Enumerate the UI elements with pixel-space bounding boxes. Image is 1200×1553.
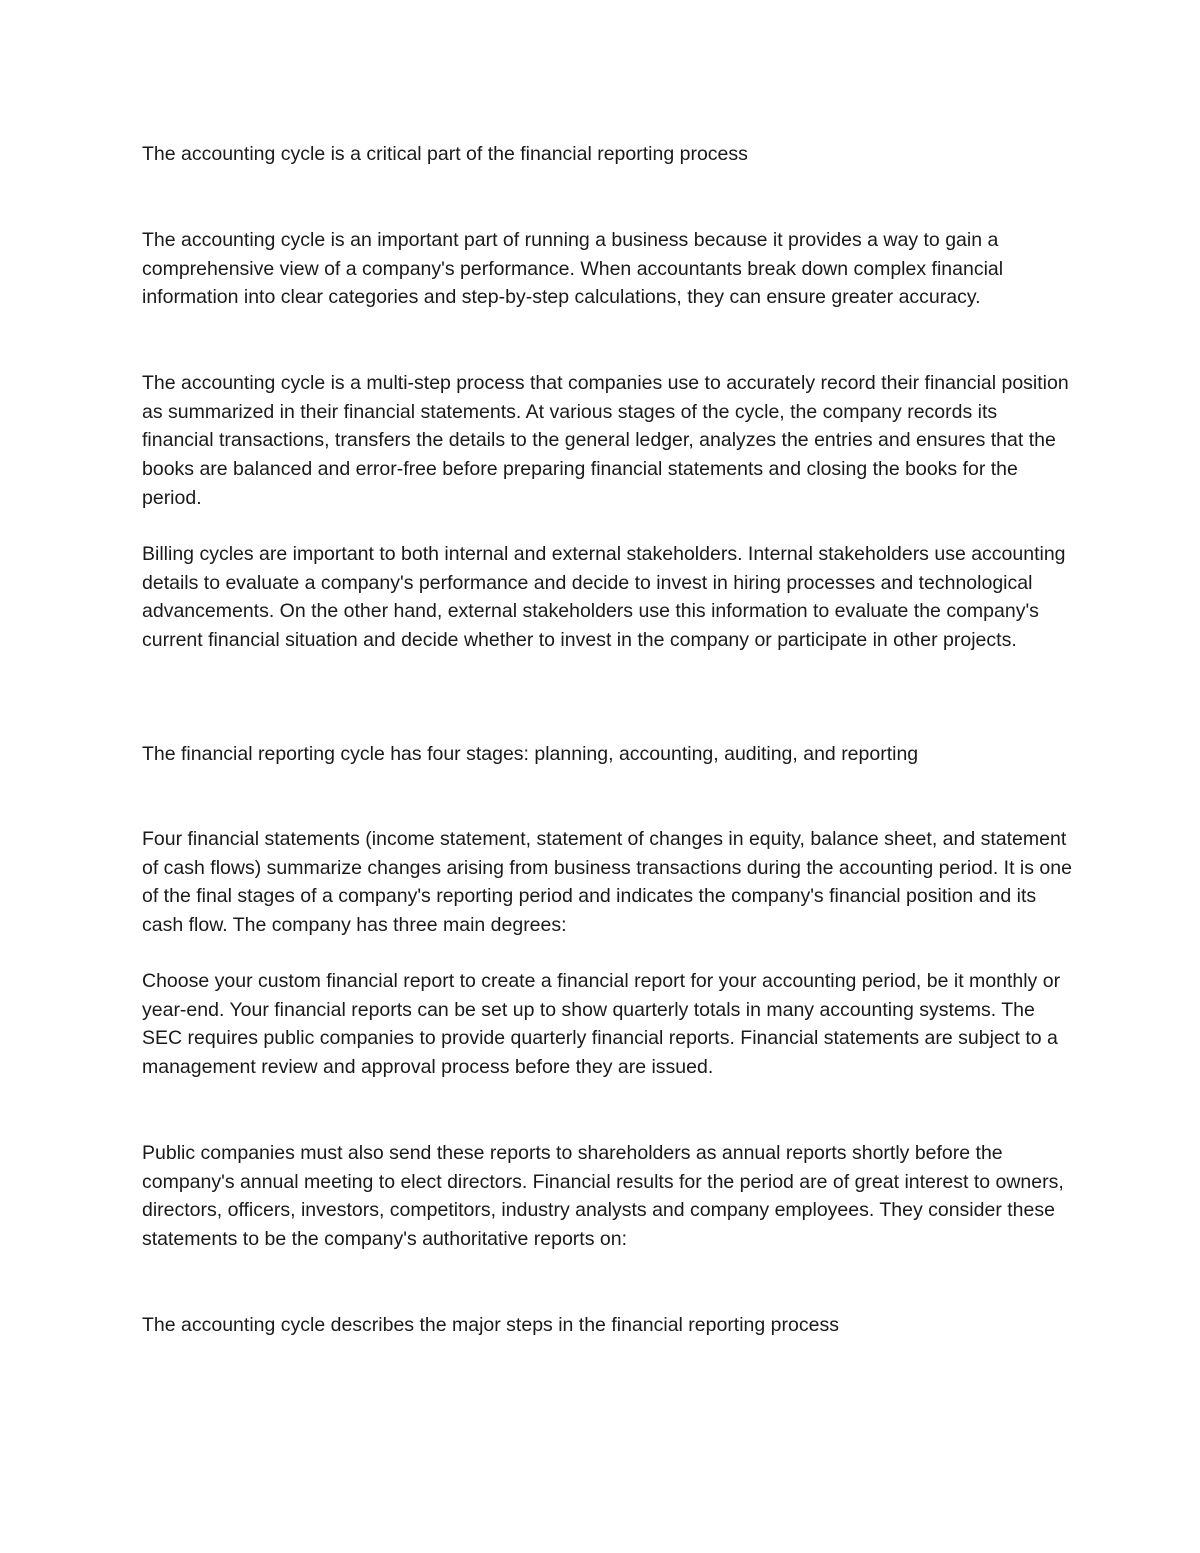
heading-four-stages: The financial reporting cycle has four stages: planning, accounting, auditing, and reporting	[142, 743, 919, 765]
paragraph-custom-financial-report: Choose your custom financial report to create a financial report for your accounting period, be it monthly or year-end. Your financial reports can be set up to show quarterly totals in many accounting systems. The SEC requires public companies to provide quarterly financial reports. Financial statements are subject to a management review and approval process before they are issued.	[142, 970, 1061, 1079]
paragraph-four-financial-statements: Four financial statements (income statement, statement of changes in equity, balance sheet, and statement of cash flows) summarize changes arising from business transactions during the accounting period. It is one of the final stages of a company's reporting period and indicates the company's financial position and its cash flow. The company has three main degrees:	[142, 828, 1072, 937]
paragraph-billing-cycles: Billing cycles are important to both internal and external stakeholders. Internal stakeholders use accounting details to evaluate a company's performance and decide to invest in hiring processes and technological advancements. On the other hand, external stakeholders use this information to evaluate the company's current financial situation and decide whether to invest in the company or participate in other projects.	[142, 543, 1066, 652]
paragraph-accounting-cycle-importance: The accounting cycle is an important part of running a business because it provides a way to gain a comprehensive view of a company's performance. When accountants break down complex financial information into clear categories and step-by-step calculations, they can ensure greater accuracy.	[142, 229, 1004, 309]
paragraph-public-companies: Public companies must also send these reports to shareholders as annual reports shortly before the company's annual meeting to elect directors. Financial results for the period are of great interest to owners, directors, officers, investors, competitors, industry analysts and company employees. They consider these statements to be the company's authoritative reports on:	[142, 1142, 1064, 1251]
paragraph-multi-step-process: The accounting cycle is a multi-step process that companies use to accurately record their financial position as summarized in their financial statements. At various stages of the cycle, the company records its financial transactions, transfers the details to the general ledger, analyzes the entries and ensures that the books are balanced and error-free before preparing financial statements and closing the books for the period.	[142, 372, 1069, 509]
heading-major-steps: The accounting cycle describes the major steps in the financial reporting process	[142, 1314, 839, 1336]
heading-accounting-cycle-critical: The accounting cycle is a critical part of the financial reporting process	[142, 143, 748, 165]
